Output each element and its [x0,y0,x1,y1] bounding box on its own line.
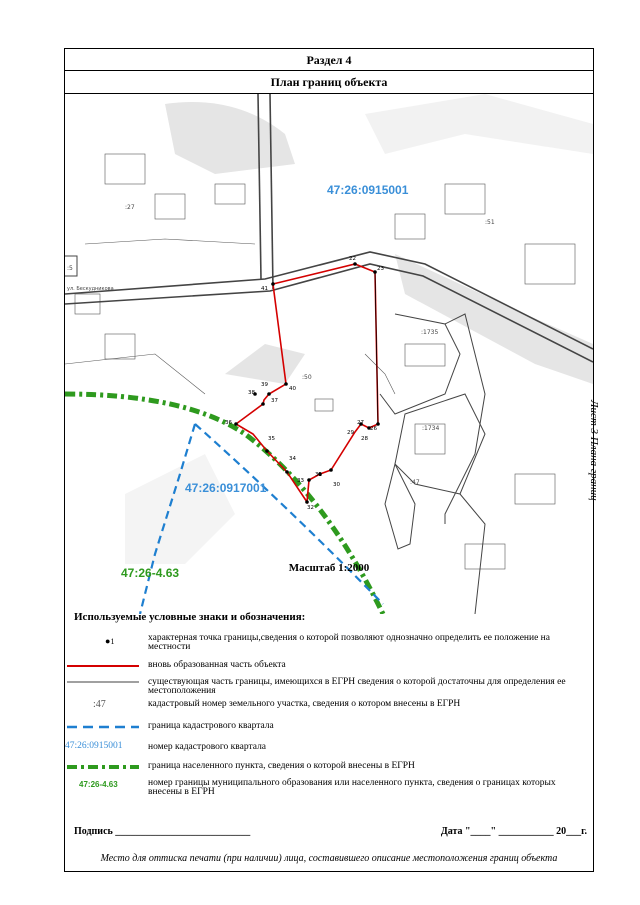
point-35: 35 [268,436,275,442]
quarter-number-north: 47:26:0915001 [327,183,409,197]
signature-line: Подпись ___________________________ [74,826,251,837]
legend-item-municipal-number: 47:26-4.63 номер границы муниципального образования или населенного пункта, сведения о границах которых внесены в ЕГРН [79,778,556,797]
sheet-side-label: Лист 3 Плана границ [588,400,600,501]
point-28: 28 [361,436,368,442]
section-title: Раздел 4 [65,49,593,71]
street-name: ул. Бескудникова [67,286,114,292]
point-27: 27 [357,420,364,426]
legend-item-quarter-border: граница кадастрового квартала [148,721,274,731]
point-31: 31 [315,472,322,478]
legend-item-point: ●1 характерная точка границы,сведения о которой позволяют однозначно определить ее положение на местности [65,634,593,654]
legend-title: Используемые условные знаки и обозначения: [74,611,306,623]
legend-item-parcel-number: :47 кадастровый номер земельного участка, сведения о котором внесены в ЕГРН [93,699,461,710]
legend-symbol-point: ●1 [105,636,115,646]
stamp-note: Место для оттиска печати (при наличии) лица, составившего описание местоположения границ объекта [100,853,558,864]
point-39: 39 [261,382,268,388]
svg-text::5: :5 [67,265,73,272]
point-22: 22 [349,256,356,262]
svg-text::50: :50 [302,374,312,381]
legend-item-new-part: вновь образованная часть объекта [148,660,286,670]
legend-item-quarter-number: 47:26:0915001 номер кадастрового квартала [65,741,267,752]
date-line: Дата "____" ___________ 20___г. [440,826,587,837]
point-30: 30 [333,482,340,488]
quarter-number-south: 47:26:0917001 [185,481,267,495]
svg-text::47: :47 [410,479,420,486]
point-37: 37 [271,398,278,404]
point-26: 26 [370,426,377,432]
boundary-map [65,94,593,614]
municipal-border-number: 47:26-4.63 [121,566,180,580]
point-41: 41 [261,286,268,292]
document-frame [64,48,594,872]
svg-text::1734: :1734 [422,425,440,432]
point-36: 36 [225,420,232,426]
point-29: 29 [347,430,354,436]
point-33: 33 [297,478,304,484]
svg-text::27: :27 [125,204,135,211]
legend-item-settlement-border: граница населенного пункта, сведения о которой внесены в ЕГРН [148,761,415,771]
point-34: 34 [289,456,296,462]
svg-text::51: :51 [485,219,495,226]
point-32: 32 [307,505,314,511]
svg-text::1735: :1735 [421,329,439,336]
legend-item-existing-part: существующая часть границы, имеющихся в ЕГРН сведения о которой достаточны для определения ее местоположения [148,677,566,696]
point-23: 23 [377,266,384,272]
point-38: 38 [248,390,255,396]
point-40: 40 [289,386,296,392]
plan-title: План границ объекта [65,71,593,94]
map-scale: Масштаб 1:2000 [288,562,370,574]
